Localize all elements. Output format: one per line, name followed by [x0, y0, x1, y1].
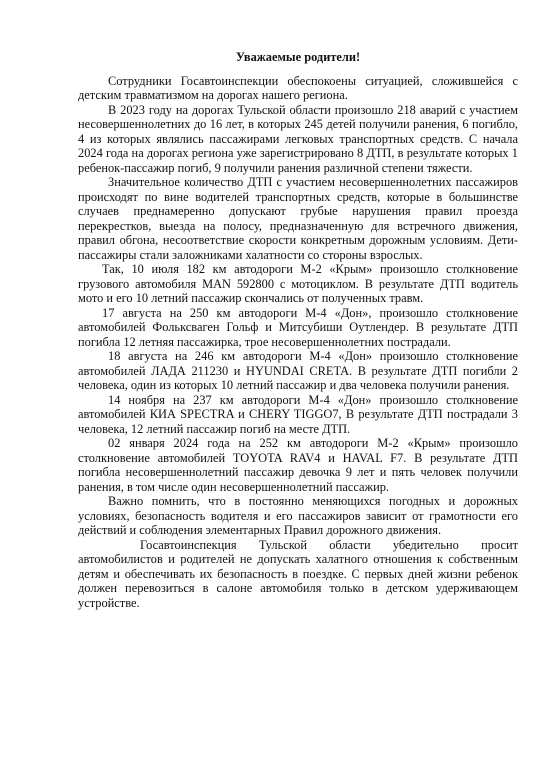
paragraph-incident-july: Так, 10 июля 182 км автодороги М-2 «Крым» произошло столкновение грузового автомобиля MAN 592800 с мотоциклом. В результате ДТП водитель мото и его 10 летний пассажир скончались от полученных травм.	[78, 262, 518, 305]
paragraph-incident-nov14: 14 ноября на 237 км автодороги М-4 «Дон» произошло столкновение автомобилей КИА SPECTRA и CHERY TIGGO7, В результате ДТП пострадали 3 человека, 12 летний пассажир погиб на месте ДТП.	[78, 392, 518, 436]
document-body	[78, 50, 518, 610]
paragraph-incident-aug17: 17 августа на 250 км автодороги М-4 «Дон», произошло столкновение автомобилей Фольксваген Гольф и Митсубиши Оутлендер. В результате ДТП погибла 12 летняя пассажирка, трое несовершеннолетних пострадали.	[78, 305, 518, 349]
paragraph-statistics: В 2023 году на дорогах Тульской области произошло 218 аварий с участием несовершеннолетних до 16 лет, в которых 245 детей получили ранения, 6 погибло, 4 из которых являлись пассажирами легковых транспортных средств. С начала 2024 года на дорогах региона уже зарегистрировано 8 ДТП, в результате которых 1 ребенок-пассажир погиб, 9 получили ранения различной степени тяжести.	[78, 102, 518, 175]
document-title: Уважаемые родители!	[235, 50, 361, 64]
paragraph-causes: Значительное количество ДТП с участием несовершеннолетних пассажиров происходят по вине водителей транспортных средств, которые в большинстве случаев преднамеренно допускают грубые нарушения правил проезда перекрестков, выезда на полосу, предназначенную для встречного движения, правил обгона, несоответствие скорости конкретным дорожным условиям. Дети-пассажиры стали заложниками халатности со стороны взрослых.	[78, 175, 518, 262]
paragraph-intro: Сотрудники Госавтоинспекции обеспокоены ситуацией, сложившейся с детским травматизмом на дорогах нашего региона.	[78, 73, 518, 102]
paragraph-reminder: Важно помнить, что в постоянно меняющихся погодных и дорожных условиях, безопасность водителя и его пассажиров зависит от грамотности его действий и соблюдения элементарных Правил дорожного движения.	[78, 494, 518, 537]
paragraph-incident-aug18: 18 августа на 246 км автодороги М-4 «Дон» произошло столкновение автомобилей ЛАДА 211230 и HYUNDAI CRETA. В результате ДТП погибли 2 человека, один из которых 10 летний пассажир и два человека получили ранения.	[78, 349, 518, 392]
paragraph-appeal: Госавтоинспекция Тульской области убедительно просит автомобилистов и родителей не допускать халатного отношения к собственным детям и обеспечивать их безопасность в поездке. С первых дней жизни ребенок должен перевозиться в салоне автомобиля только в детском удерживающем устройстве.	[78, 537, 518, 610]
paragraph-incident-jan02: 02 января 2024 года на 252 км автодороги М-2 «Крым» произошло столкновение автомобилей TOYOTA RAV4 и HAVAL F7. В результате ДТП погибла несовершеннолетний пассажир девочка 9 лет и пять человек получили ранения, в том числе один несовершеннолетний пассажир.	[78, 436, 518, 494]
